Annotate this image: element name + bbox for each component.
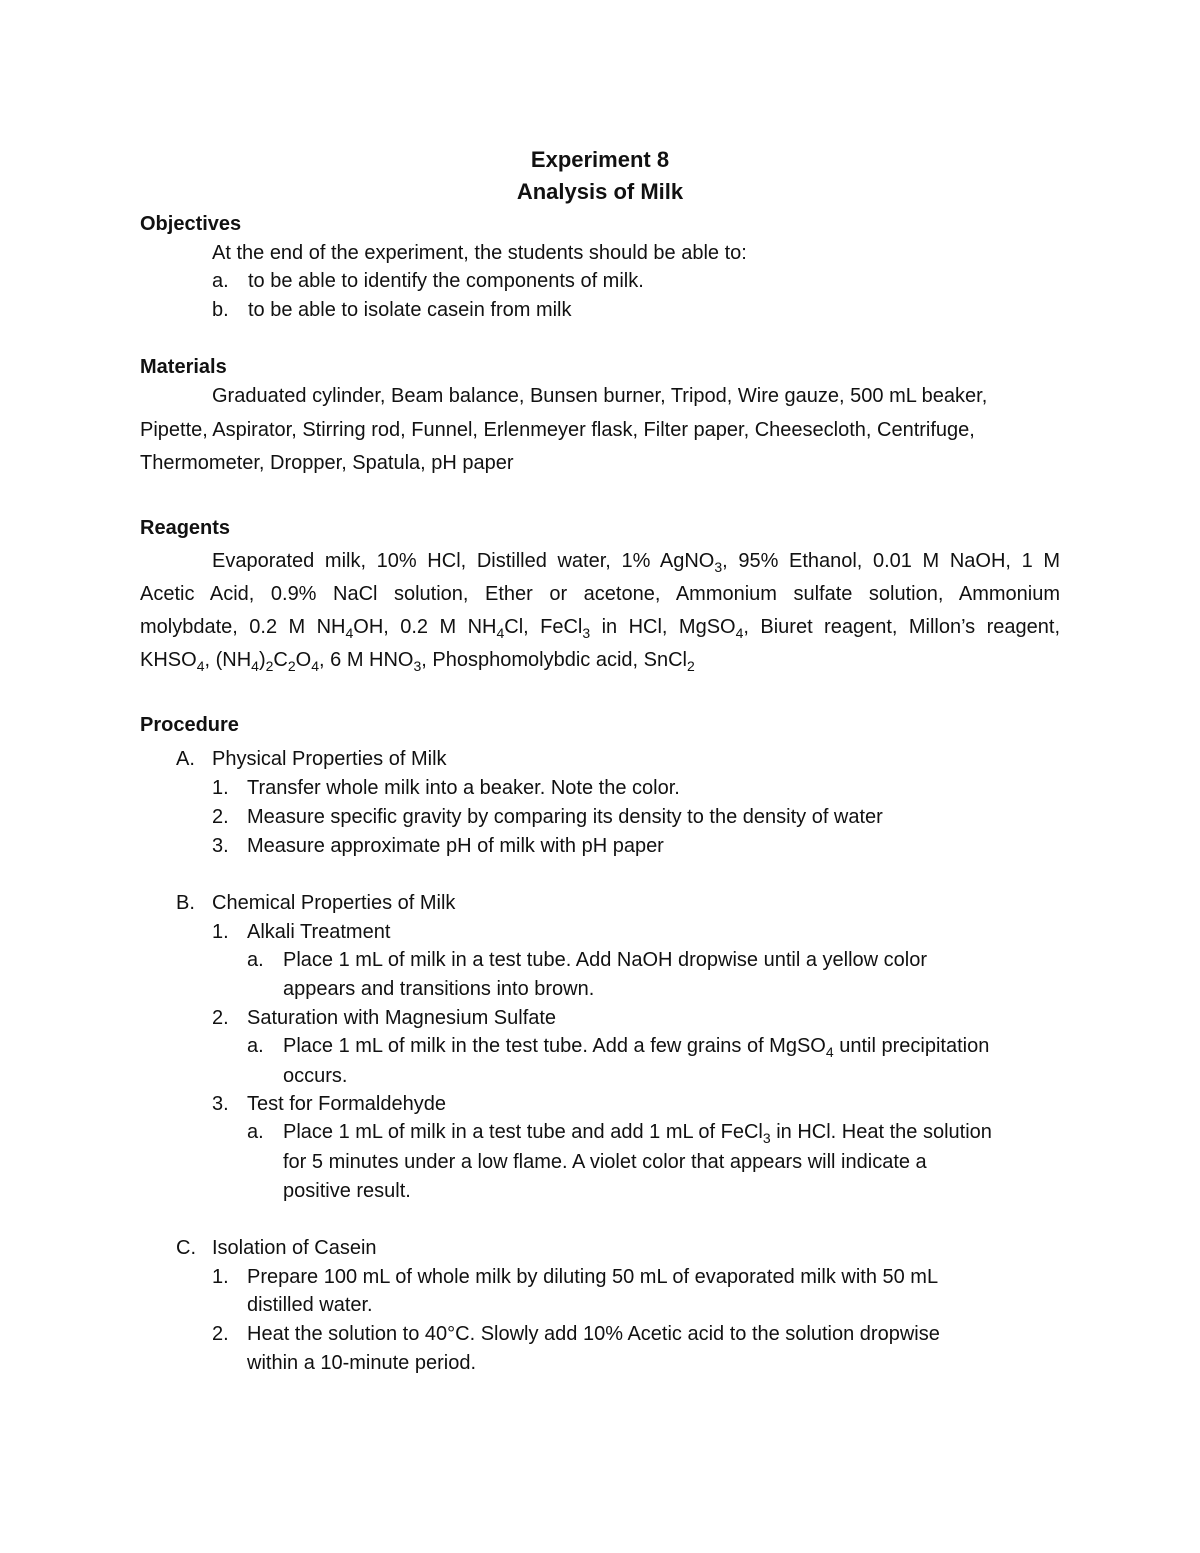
step-marker: 3. bbox=[212, 835, 229, 857]
reagents-heading: Reagents bbox=[140, 517, 231, 539]
step-title: Test for Formaldehyde bbox=[247, 1093, 446, 1115]
substep-text: appears and transitions into brown. bbox=[283, 978, 595, 1000]
step-text: Prepare 100 mL of whole milk by diluting 50 mL of evaporated milk with 50 mL bbox=[247, 1266, 939, 1288]
materials-line: Thermometer, Dropper, Spatula, pH paper bbox=[140, 452, 514, 474]
objectives-heading: Objectives bbox=[140, 213, 242, 235]
step-text: Transfer whole milk into a beaker. Note the color. bbox=[247, 777, 680, 799]
section-title: Isolation of Casein bbox=[212, 1237, 377, 1259]
step-marker: 1. bbox=[212, 921, 229, 943]
substep-text: Place 1 mL of milk in the test tube. Add a few grains of MgSO$_4$ until precipitation bbox=[283, 1035, 990, 1060]
substep-text: positive result. bbox=[283, 1180, 411, 1202]
step-text: within a 10-minute period. bbox=[247, 1352, 477, 1374]
reagents-line: Acetic Acid, 0.9% NaCl solution, Ether or acetone, Ammonium sulfate solution, Ammonium bbox=[140, 583, 1060, 605]
step-marker: 2. bbox=[212, 1323, 229, 1345]
reagents-line: $KHSO_4$, $(NH_4)_2C_2O_4$, 6 M $HNO_3$, Phosphomolybdic acid, SnCl$_2$ bbox=[140, 649, 695, 674]
section-marker: A. bbox=[176, 748, 195, 770]
reagents-line: Evaporated milk, 10% HCl, Distilled water, 1% AgNO$_3$, 95% Ethanol, 0.01 M NaOH, 1 M bbox=[212, 550, 1060, 575]
substep-text: for 5 minutes under a low flame. A violet color that appears will indicate a bbox=[283, 1151, 927, 1173]
substep-text: occurs. bbox=[283, 1065, 348, 1087]
section-title: Physical Properties of Milk bbox=[212, 748, 447, 770]
step-text: Heat the solution to 40°C. Slowly add 10% Acetic acid to the solution dropwise bbox=[247, 1323, 940, 1345]
step-marker: 3. bbox=[212, 1093, 229, 1115]
materials-line: Pipette, Aspirator, Stirring rod, Funnel, Erlenmeyer flask, Filter paper, Cheesecloth, Centrifuge, bbox=[140, 419, 975, 441]
objective-item: to be able to isolate casein from milk bbox=[248, 299, 572, 321]
step-marker: 2. bbox=[212, 1007, 229, 1029]
materials-line: Graduated cylinder, Beam balance, Bunsen burner, Tripod, Wire gauze, 500 mL beaker, bbox=[212, 385, 988, 407]
objective-marker: b. bbox=[212, 299, 229, 321]
step-marker: 2. bbox=[212, 806, 229, 828]
section-title: Chemical Properties of Milk bbox=[212, 892, 456, 914]
objective-marker: a. bbox=[212, 270, 229, 292]
substep-text: Place 1 mL of milk in a test tube and add 1 mL of FeCl$_3$ in HCl. Heat the solution bbox=[283, 1121, 992, 1146]
substep-marker: a. bbox=[247, 949, 264, 971]
section-marker: C. bbox=[176, 1237, 196, 1259]
step-title: Alkali Treatment bbox=[247, 921, 391, 943]
step-text: distilled water. bbox=[247, 1294, 373, 1316]
document-title: Experiment 8 bbox=[530, 147, 670, 172]
objectives-intro: At the end of the experiment, the students should be able to: bbox=[212, 242, 747, 264]
reagents-line: molybdate, 0.2 M $NH_4OH$, 0.2 M $NH_4Cl$, FeCl$_3$ in HCl, MgSO$_4$, Biuret reagent, Millon’s reagent, bbox=[140, 616, 1061, 641]
objective-item: to be able to identify the components of milk. bbox=[248, 270, 644, 292]
step-marker: 1. bbox=[212, 777, 229, 799]
step-text: Measure specific gravity by comparing its density to the density of water bbox=[247, 806, 883, 828]
step-text: Measure approximate pH of milk with pH paper bbox=[247, 835, 664, 857]
substep-marker: a. bbox=[247, 1121, 264, 1143]
procedure-heading: Procedure bbox=[140, 714, 239, 736]
step-marker: 1. bbox=[212, 1266, 229, 1288]
document-subtitle: Analysis of Milk bbox=[516, 179, 684, 204]
substep-marker: a. bbox=[247, 1035, 264, 1057]
materials-heading: Materials bbox=[140, 356, 227, 378]
section-marker: B. bbox=[176, 892, 195, 914]
step-title: Saturation with Magnesium Sulfate bbox=[247, 1007, 557, 1029]
substep-text: Place 1 mL of milk in a test tube. Add NaOH dropwise until a yellow color bbox=[283, 949, 928, 971]
